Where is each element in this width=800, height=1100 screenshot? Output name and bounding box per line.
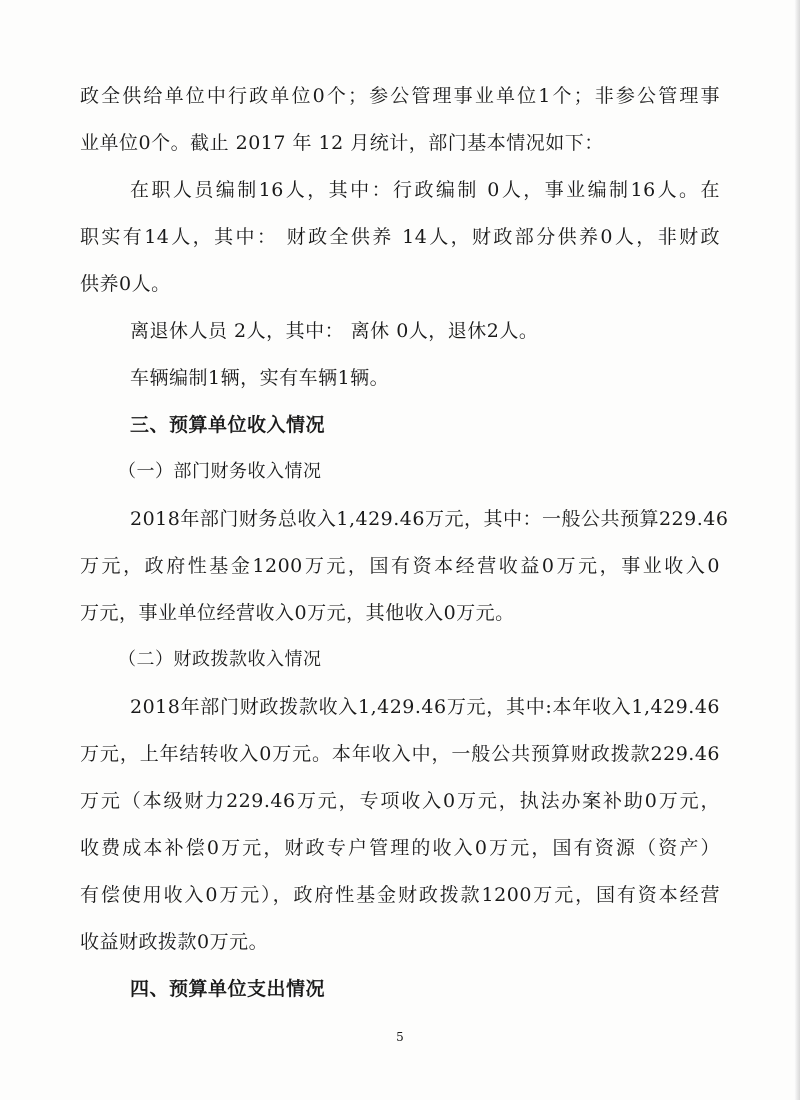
page-edge-shadow: [794, 0, 800, 1100]
paragraph-line: 在职人员编制16人，其中：行政编制 0人，事业编制16人。在: [130, 179, 720, 201]
section-heading: 四、预算单位支出情况: [130, 978, 326, 1000]
paragraph-line: 业单位0个。截止 2017 年 12 月统计，部门基本情况如下：: [80, 132, 604, 154]
paragraph-line: 车辆编制1辆，实有车辆1辆。: [130, 367, 390, 389]
paragraph-line: 供养0人。: [80, 273, 171, 295]
paragraph-line: 万元，政府性基金1200万元，国有资本经营收益0万元，事业收入0: [80, 555, 720, 577]
paragraph-line: 职实有14人，其中： 财政全供养 14人，财政部分供养0人，非财政: [80, 226, 720, 248]
paragraph-line: 万元（本级财力229.46万元，专项收入0万元，执法办案补助0万元，: [80, 790, 720, 812]
subsection-heading: （二）财政拨款收入情况: [118, 649, 322, 670]
section-heading: 三、预算单位收入情况: [130, 414, 326, 436]
paragraph-line: 万元，上年结转收入0万元。本年收入中，一般公共预算财政拨款229.46: [80, 743, 720, 765]
paragraph-line: 收费成本补偿0万元，财政专户管理的收入0万元，国有资源（资产）: [80, 837, 720, 859]
subsection-heading: （一）部门财务收入情况: [118, 461, 322, 482]
paragraph-line: 政全供给单位中行政单位0个；参公管理事业单位1个；非参公管理事: [80, 85, 720, 107]
paragraph-line: 收益财政拨款0万元。: [80, 931, 269, 953]
paragraph-line: 有偿使用收入0万元），政府性基金财政拨款1200万元，国有资本经营: [80, 884, 720, 906]
paragraph-line: 2018年部门财政拨款收入1,429.46万元，其中:本年收入1,429.46: [130, 696, 720, 718]
paragraph-line: 万元，事业单位经营收入0万元，其他收入0万元。: [80, 602, 515, 624]
paragraph-line: 离退休人员 2人，其中： 离休 0人，退休2人。: [130, 320, 539, 342]
paragraph-line: 2018年部门财务总收入1,429.46万元，其中：一般公共预算229.46: [130, 508, 729, 530]
page-number: 5: [396, 1030, 404, 1044]
